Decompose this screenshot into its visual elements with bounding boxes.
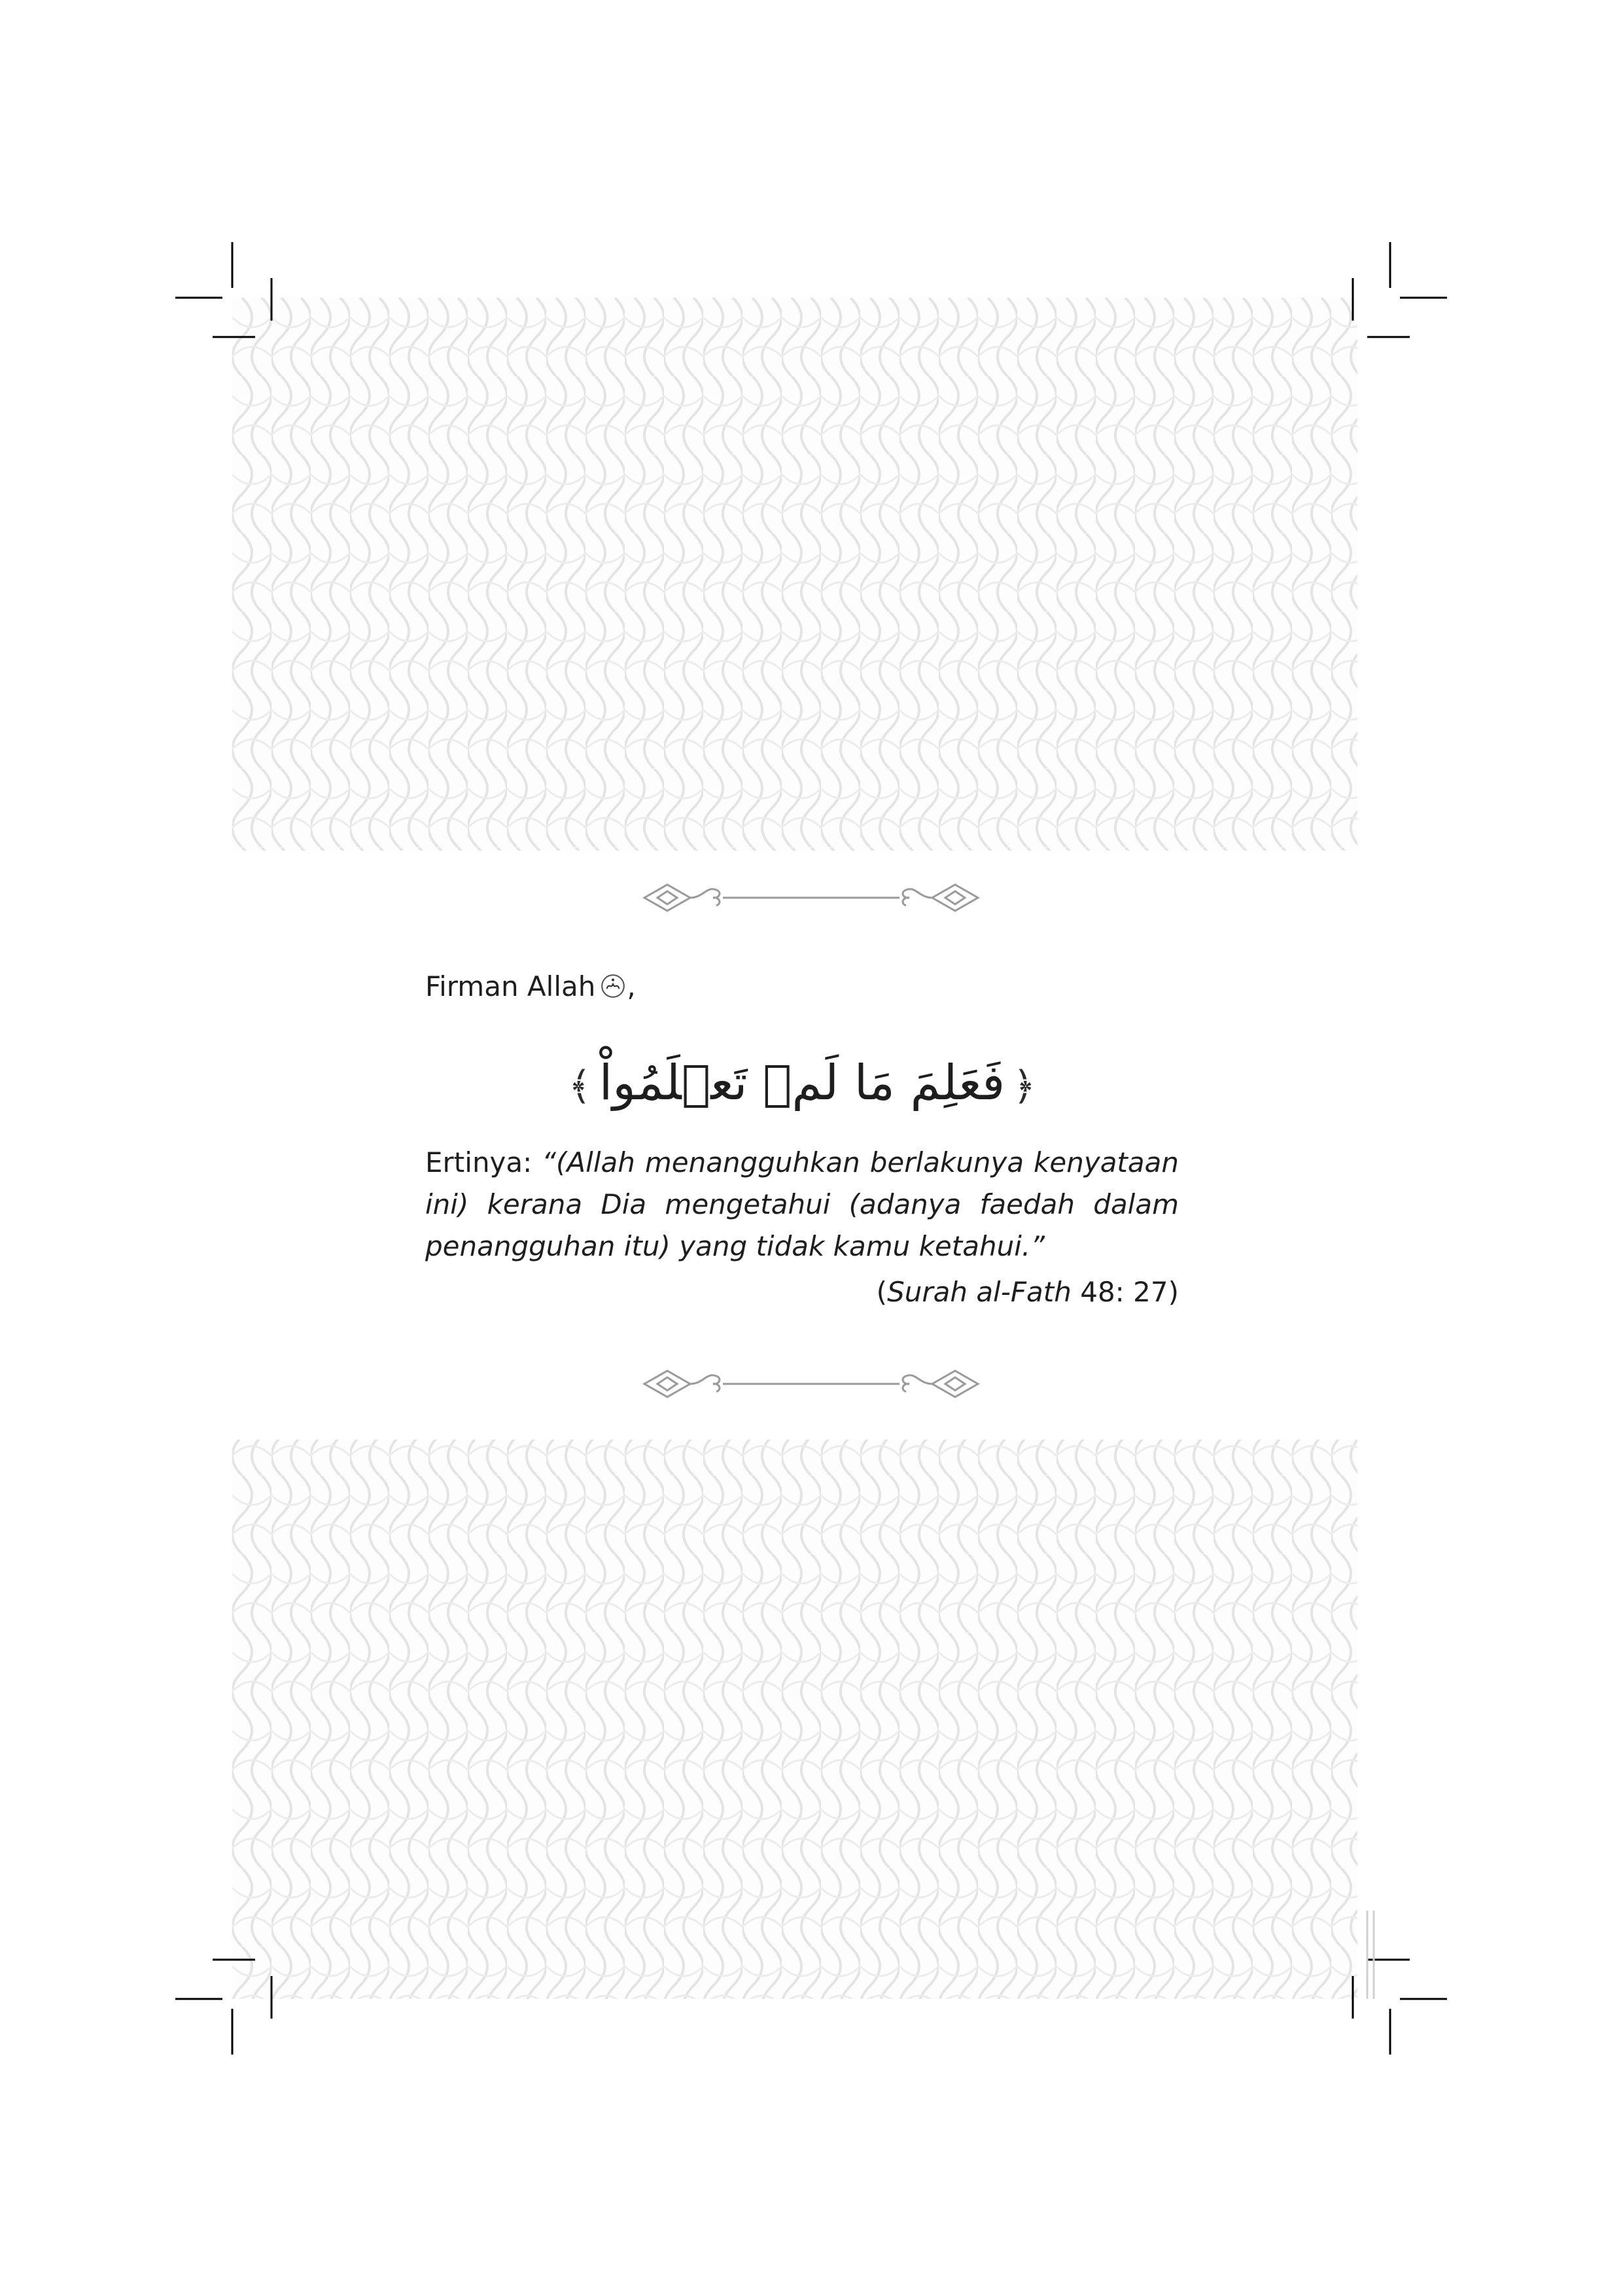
reference-numbers: 48: 27) [1071, 1276, 1179, 1308]
translation-quote: “(Allah menangguhkan berlakunya kenyataan ini) kerana Dia mengetahui (adanya faedah dalam penangguhan itu) yang tidak kamu ketahui.” [425, 1146, 1179, 1262]
intro-line [425, 967, 1179, 1006]
verse-reference [425, 1273, 1179, 1312]
verse-open-ornament: ﴿ [1013, 1063, 1036, 1109]
intro-comma: , [627, 970, 636, 1002]
ornamental-divider-icon [641, 878, 981, 917]
ornamental-divider-icon [641, 1364, 981, 1404]
intro-text: Firman Allah [425, 970, 596, 1002]
translation-label: Ertinya: [425, 1146, 542, 1178]
verse-close-ornament: ﴾ [568, 1063, 591, 1109]
arabic-verse-text: فَعَلِمَ مَا لَمۡ تَعۡلَمُواْ [599, 1055, 1005, 1111]
reference-open-paren: ( [876, 1276, 888, 1308]
surah-name: Surah al-Fath [887, 1276, 1072, 1308]
allah-swt-calligraphy-icon [599, 972, 627, 1000]
translation-paragraph [425, 1142, 1179, 1267]
arabic-verse [425, 1047, 1179, 1122]
